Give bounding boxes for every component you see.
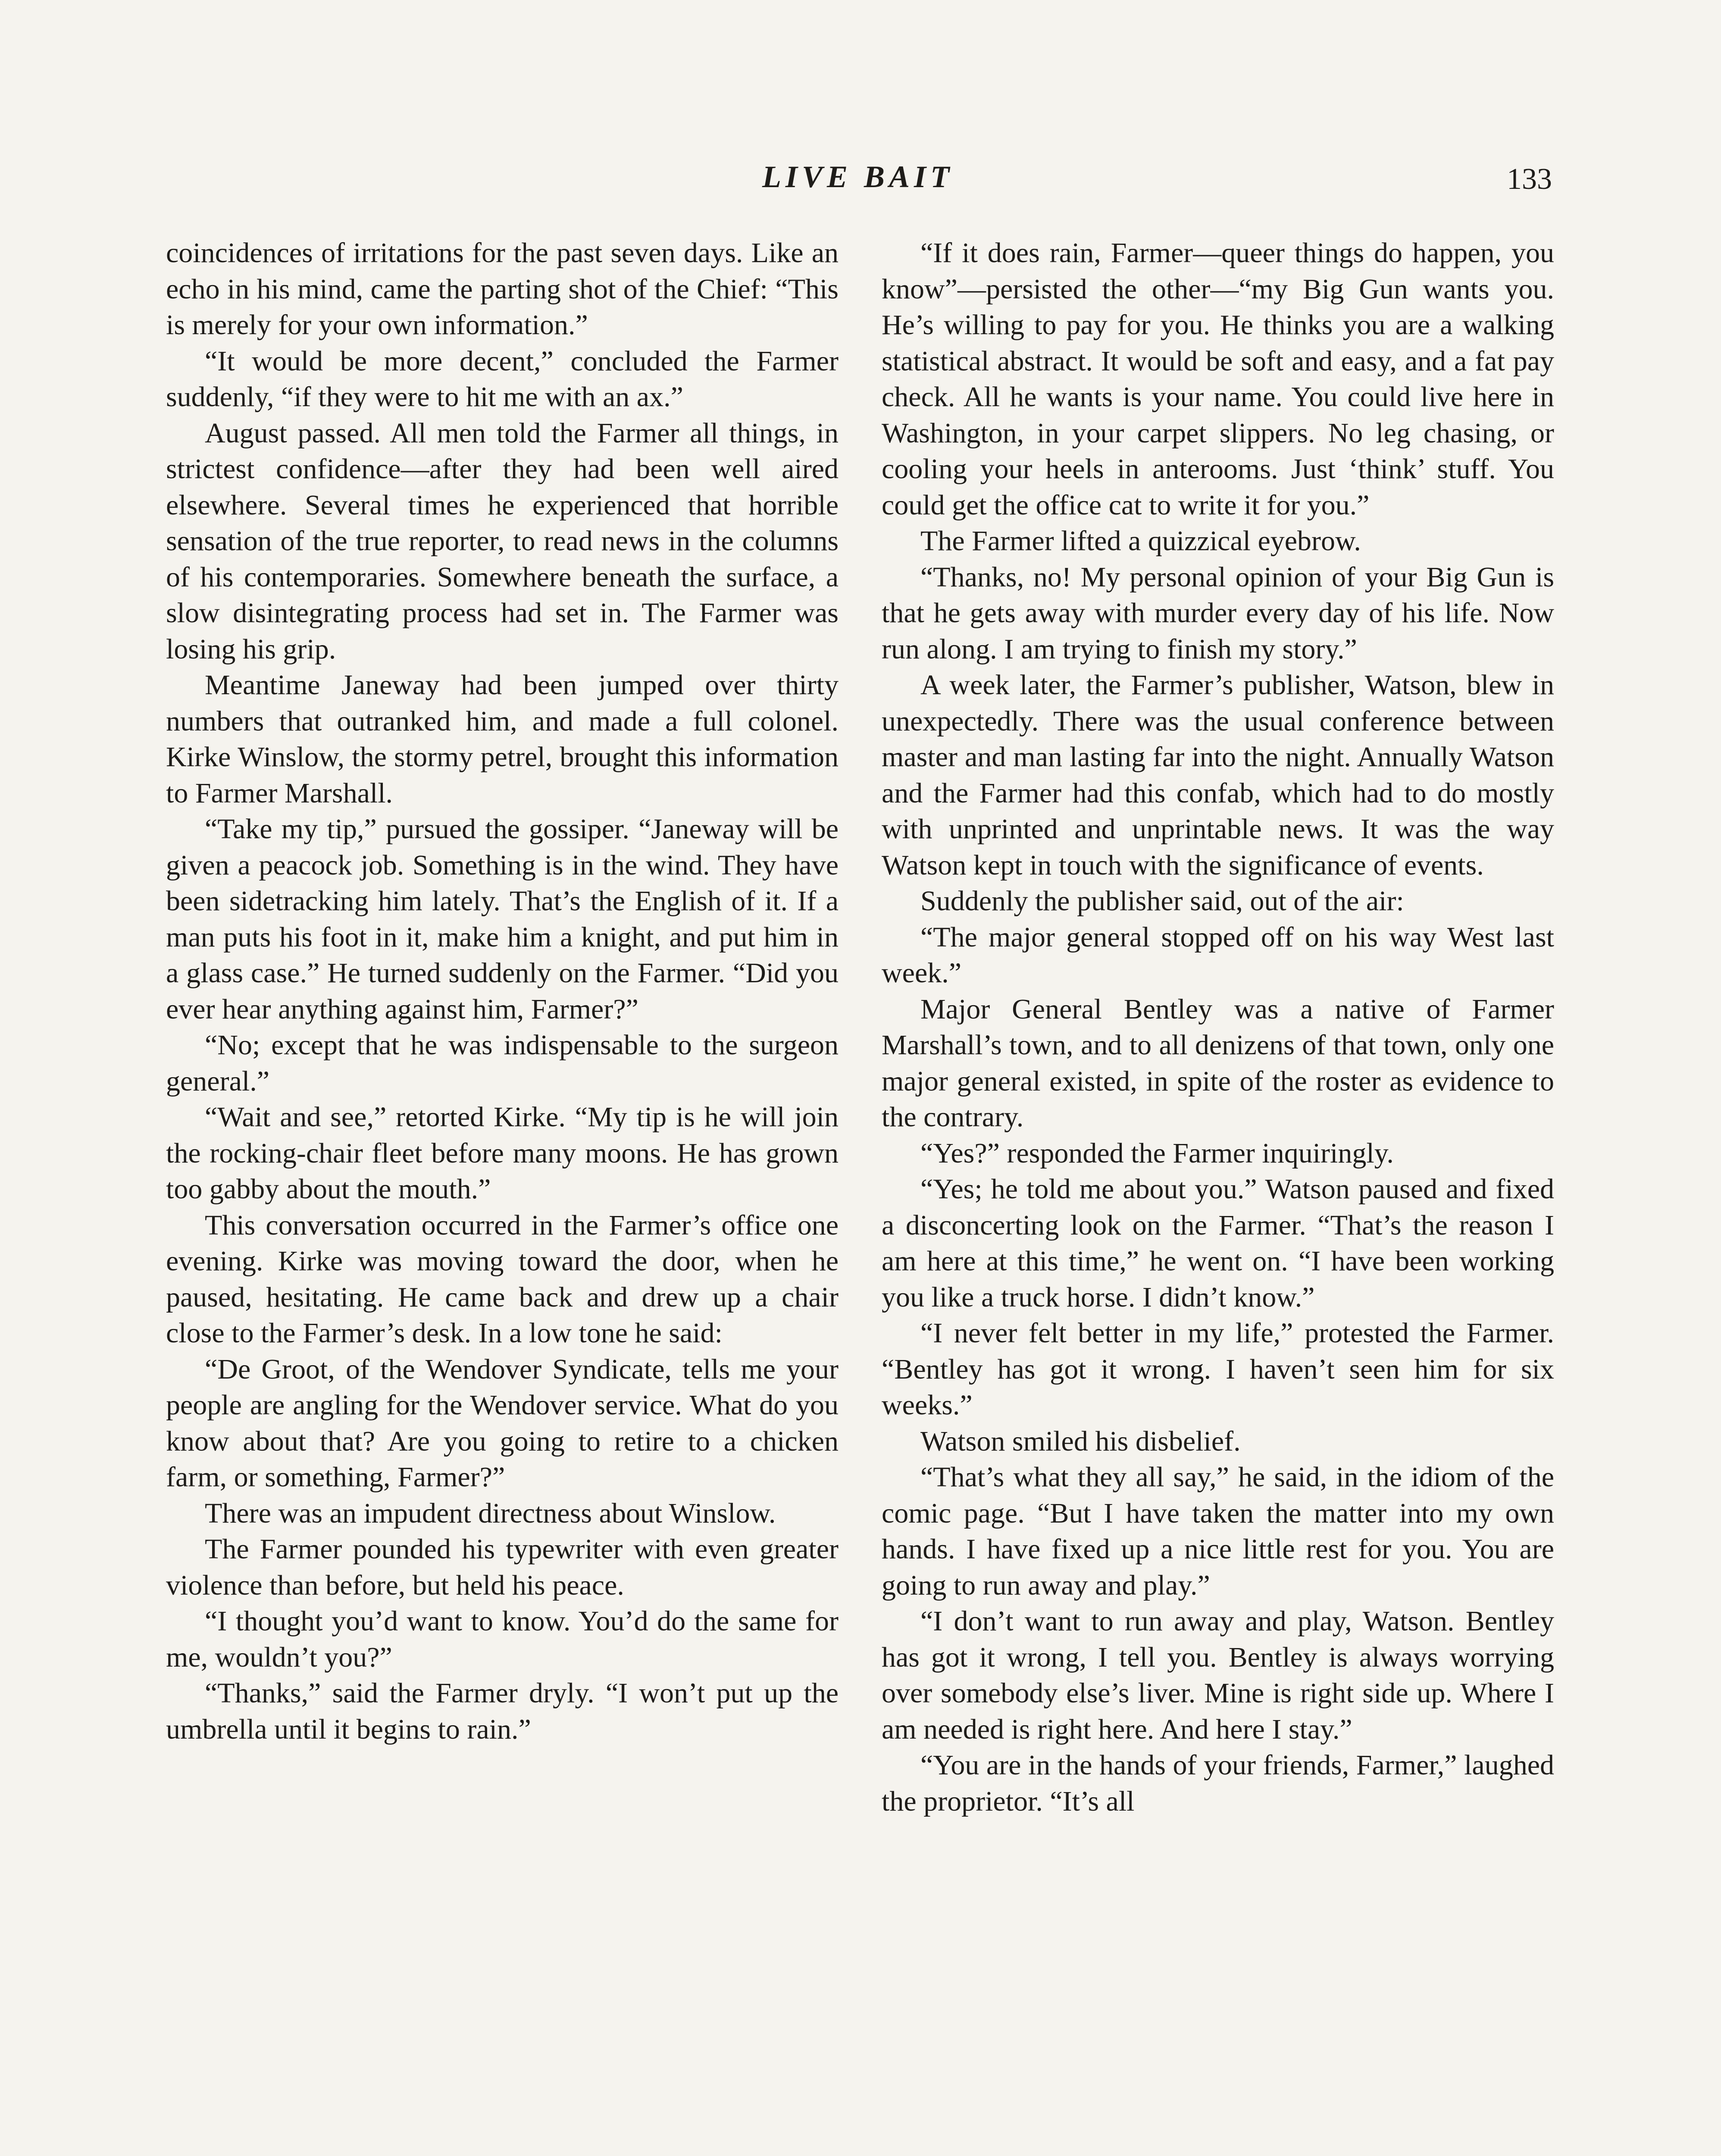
paragraph: “No; except that he was indispensable to the surgeon general.”: [166, 1029, 839, 1097]
paragraph: coincidences of irritations for the past seven days. Like an echo in his mind, came the parting shot of the Chief: “This is merely for your own information.”: [166, 237, 839, 341]
paragraph: “Thanks,” said the Farmer dryly. “I won’t put up the umbrella until it begins to rain.”: [166, 1677, 839, 1745]
paragraph: “De Groot, of the Wendover Syndicate, tells me your people are angling for the Wendover service. What do you know about that? Are you going to retire to a chicken farm, or something, Farmer?”: [166, 1353, 839, 1493]
paragraph: The Farmer lifted a quizzical eyebrow.: [920, 525, 1361, 557]
paragraph: Meantime Janeway had been jumped over thirty numbers that outranked him, and made a full colonel. Kirke Winslow, the stormy petrel, brought this information to Farmer Marshall.: [166, 669, 839, 809]
paragraph: “I never felt better in my life,” protested the Farmer. “Bentley has got it wrong. I haven’t seen him for six weeks.”: [882, 1317, 1554, 1421]
paragraph: “The major general stopped off on his way West last week.”: [882, 921, 1554, 989]
paragraph: There was an impudent directness about Winslow.: [205, 1497, 776, 1529]
paragraph: “Yes?” responded the Farmer inquiringly.: [920, 1137, 1394, 1169]
paragraph: The Farmer pounded his typewriter with even greater violence than before, but held his peace.: [166, 1533, 839, 1601]
page-number: 133: [1507, 163, 1552, 196]
page-header: [164, 155, 1552, 203]
paragraph: “Take my tip,” pursued the gossiper. “Janeway will be given a peacock job. Something is in the wind. They have been sidetracking him lately. That’s the English of it. If a man puts his foot in it, make him a knight, and put him in a glass case.” He turned suddenly on the Farmer. “Did you ever hear anything against him, Farmer?”: [166, 813, 839, 1025]
right-column: [882, 235, 1554, 1819]
paragraph: A week later, the Farmer’s publisher, Watson, blew in unexpectedly. There was the usual conference between master and man lasting far into the night. Annually Watson and the Farmer had this confab, which had to do mostly with unprinted and unprintable news. It was the way Watson kept in touch with the significance of events.: [882, 669, 1554, 881]
paragraph: Watson smiled his disbelief.: [920, 1425, 1241, 1457]
paragraph: “Yes; he told me about you.” Watson paused and fixed a disconcerting look on the Farmer. “That’s the reason I am here at this time,” he went on. “I have been working you like a truck horse. I didn’t know.”: [882, 1173, 1554, 1313]
paragraph: “Thanks, no! My personal opinion of your Big Gun is that he gets away with murder every day of his life. Now run along. I am trying to finish my story.”: [882, 561, 1554, 665]
paragraph: “Wait and see,” retorted Kirke. “My tip is he will join the rocking-chair fleet before many moons. He has grown too gabby about the mouth.”: [166, 1101, 839, 1205]
paragraph: “If it does rain, Farmer—queer things do happen, you know”—persisted the other—“my Big Gun wants you. He’s willing to pay for you. He thinks you are a walking statistical abstract. It would be soft and easy, and a fat pay check. All he wants is your name. You could live here in Washington, in your carpet slippers. No leg chasing, or cooling your heels in anterooms. Just ‘think’ stuff. You could get the office cat to write it for you.”: [882, 237, 1554, 521]
left-column: [166, 235, 839, 1747]
running-title: LIVE BAIT: [762, 160, 954, 194]
paragraph: “That’s what they all say,” he said, in the idiom of the comic page. “But I have taken the matter into my own hands. I have fixed up a nice little rest for you. You are going to run away and play.”: [882, 1461, 1554, 1601]
paragraph: This conversation occurred in the Farmer’s office one evening. Kirke was moving toward the door, when he paused, hesitating. He came back and drew up a chair close to the Farmer’s desk. In a low tone he said:: [166, 1209, 839, 1349]
paragraph: “I thought you’d want to know. You’d do the same for me, wouldn’t you?”: [166, 1605, 839, 1673]
paragraph: “You are in the hands of your friends, Farmer,” laughed the proprietor. “It’s all: [882, 1749, 1554, 1817]
paragraph: Suddenly the publisher said, out of the air:: [920, 885, 1404, 917]
paragraph: August passed. All men told the Farmer all things, in strictest confidence—after they had been well aired elsewhere. Several times he experienced that horrible sensation of the true reporter, to read news in the columns of his contemporaries. Somewhere beneath the surface, a slow disintegrating process had set in. The Farmer was losing his grip.: [166, 417, 839, 665]
paragraph: “I don’t want to run away and play, Watson. Bentley has got it wrong, I tell you. Bentley is always worrying over somebody else’s liver. Mine is right side up. Where I am needed is right here. And here I stay.”: [882, 1605, 1554, 1745]
paragraph: “It would be more decent,” concluded the Farmer suddenly, “if they were to hit me with an ax.”: [166, 345, 839, 413]
paragraph: Major General Bentley was a native of Farmer Marshall’s town, and to all denizens of that town, only one major general existed, in spite of the roster as evidence to the contrary.: [882, 993, 1554, 1133]
